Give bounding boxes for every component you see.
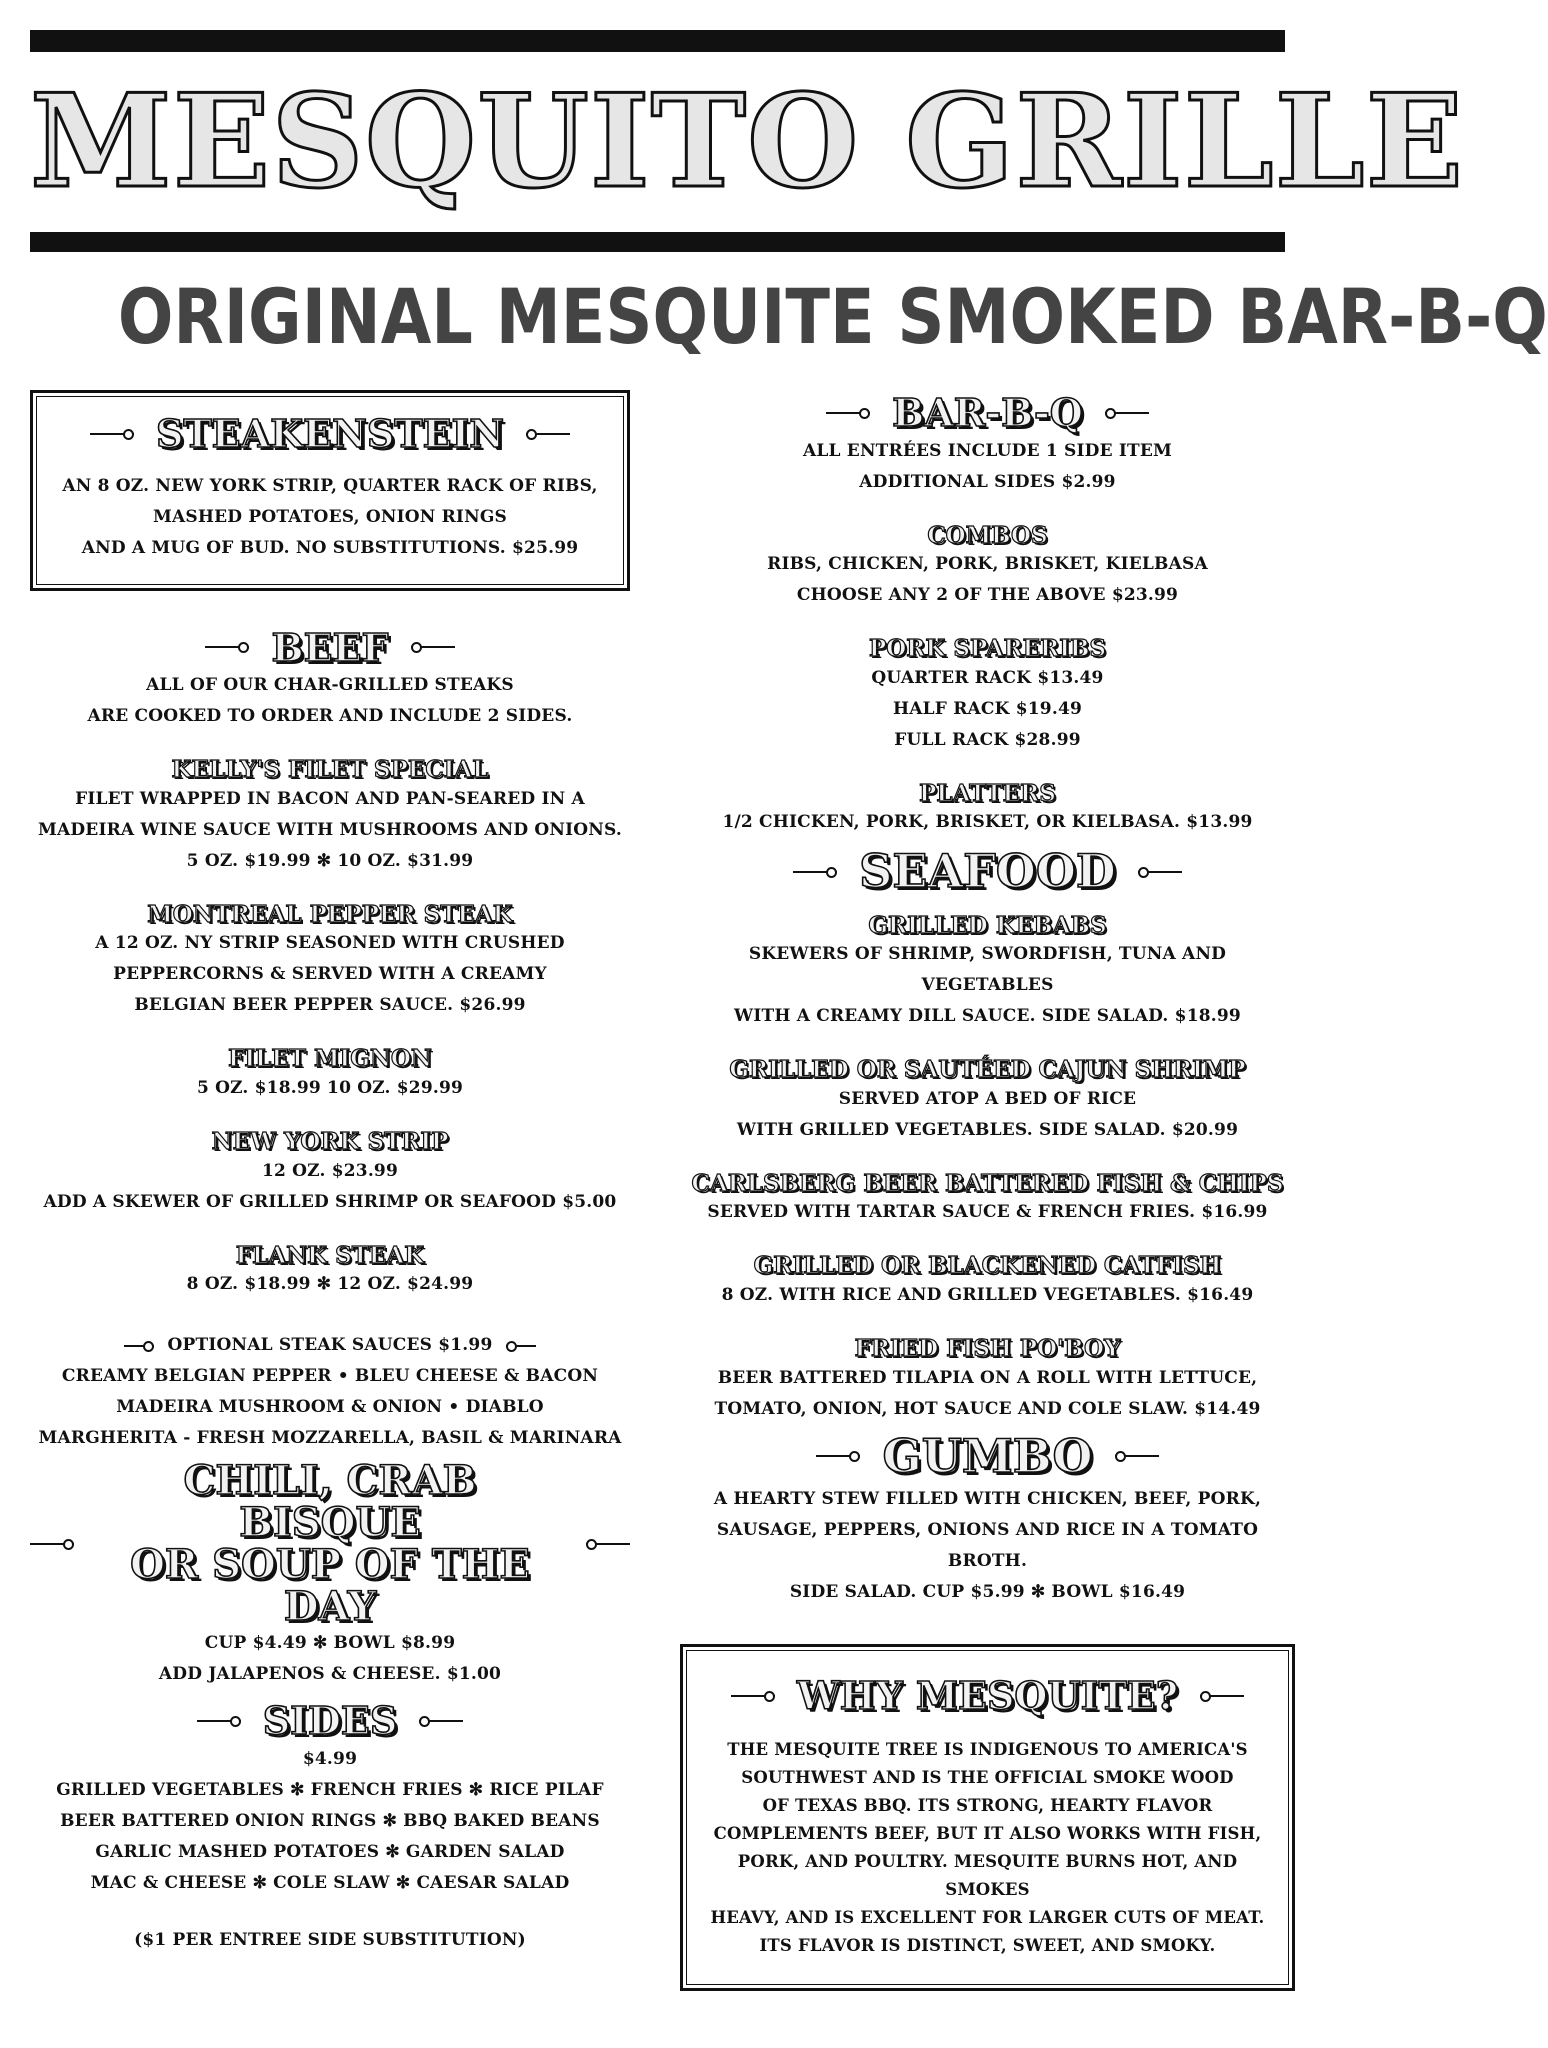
ornament-left-icon <box>826 406 870 420</box>
menu-item-price: 8 OZ. $18.99 ✻ 12 OZ. $24.99 <box>186 1274 474 1295</box>
menu-item-price: WITH GRILLED VEGETABLES. SIDE SALAD. $20.99 <box>736 1119 1239 1140</box>
sides-line: GARLIC MASHED POTATOES ✻ GARDEN SALAD <box>95 1841 565 1862</box>
menu-item-line: SKEWERS OF SHRIMP, SWORDFISH, TUNA AND VEGETABLES <box>748 944 1227 996</box>
seafood-heading <box>680 844 1295 899</box>
ornament-right-icon <box>1115 1449 1159 1463</box>
ornament-right-icon <box>411 640 455 654</box>
sides-title: SIDES <box>262 1698 398 1744</box>
steakenstein-title: STEAKENSTEIN <box>155 411 505 456</box>
sides-heading <box>30 1698 630 1744</box>
menu-item-price: TOMATO, ONION, HOT SAUCE AND COLE SLAW. $14.49 <box>714 1398 1261 1419</box>
sides-price: $4.99 <box>302 1748 358 1769</box>
why-mesquite-box <box>680 1644 1295 1992</box>
gumbo-line: A HEARTY STEW FILLED WITH CHICKEN, BEEF, PORK, <box>713 1488 1262 1509</box>
right-column <box>680 390 1295 1991</box>
pork-spareribs-title: PORK SPARERIBS <box>868 635 1107 663</box>
ornament-left-icon <box>205 640 249 654</box>
beef-intro-line: ALL OF OUR CHAR-GRILLED STEAKS <box>146 675 514 696</box>
menu-item-price: CHOOSE ANY 2 OF THE ABOVE $23.99 <box>796 585 1179 606</box>
title-divider-bar <box>30 232 1285 252</box>
why-mesquite-line: OF TEXAS BBQ. ITS STRONG, HEARTY FLAVOR <box>762 1796 1213 1816</box>
top-divider-bar <box>30 30 1285 52</box>
menu-item-price: 1/2 CHICKEN, PORK, BRISKET, OR KIELBASA. $13.99 <box>722 812 1253 833</box>
catfish-title: GRILLED OR BLACKENED CATFISH <box>753 1252 1222 1280</box>
sauce-line: MARGHERITA - FRESH MOZZARELLA, BASIL & MARINARA <box>38 1428 622 1449</box>
menu-item-line: ADD A SKEWER OF GRILLED SHRIMP OR SEAFOOD $5.00 <box>43 1191 617 1212</box>
why-mesquite-heading <box>703 1673 1272 1719</box>
sauce-line: MADEIRA MUSHROOM & ONION • DIABLO <box>116 1397 544 1418</box>
sides-line: GRILLED VEGETABLES ✻ FRENCH FRIES ✻ RICE PILAF <box>56 1779 604 1800</box>
sides-line: MAC & CHEESE ✻ COLE SLAW ✻ CAESAR SALAD <box>90 1872 570 1893</box>
ornament-left-icon <box>90 427 134 441</box>
platters-title: PLATTERS <box>919 779 1056 807</box>
menu-item-line: BEER BATTERED TILAPIA ON A ROLL WITH LETTUCE, <box>717 1367 1258 1388</box>
ornament-left-icon <box>124 1339 154 1353</box>
ornament-right-icon <box>419 1714 463 1728</box>
why-mesquite-line: HEAVY, AND IS EXCELLENT FOR LARGER CUTS OF MEAT. <box>710 1908 1265 1928</box>
ornament-left-icon <box>197 1714 241 1728</box>
menu-item-line: PEPPERCORNS & SERVED WITH A CREAMY <box>113 964 547 985</box>
filet-mignon-title: FILET MIGNON <box>228 1045 432 1073</box>
steakenstein-line: AN 8 OZ. NEW YORK STRIP, QUARTER RACK OF RIBS, <box>62 475 598 496</box>
why-mesquite-line: COMPLEMENTS BEEF, BUT IT ALSO WORKS WITH FISH, <box>713 1824 1262 1844</box>
ornament-right-icon <box>526 427 570 441</box>
menu-item-price: BELGIAN BEER PEPPER SAUCE. $26.99 <box>134 995 526 1016</box>
menu-item-price: FULL RACK $28.99 <box>894 729 1081 750</box>
soup-line: ADD JALAPENOS & CHEESE. $1.00 <box>158 1664 502 1685</box>
why-mesquite-line: PORK, AND POULTRY. MESQUITE BURNS HOT, AND SMOKES <box>737 1852 1238 1900</box>
steakenstein-line: MASHED POTATOES, ONION RINGS <box>152 506 508 527</box>
menu-item-price: QUARTER RACK $13.49 <box>871 667 1104 688</box>
why-mesquite-line: ITS FLAVOR IS DISTINCT, SWEET, AND SMOKY. <box>759 1936 1216 1956</box>
menu-item-price: SERVED WITH TARTAR SAUCE & FRENCH FRIES. $16.99 <box>707 1202 1268 1223</box>
restaurant-title: MESQUITO GRILLE <box>30 67 1465 217</box>
gumbo-title: GUMBO <box>882 1428 1093 1483</box>
sides-line: BEER BATTERED ONION RINGS ✻ BBQ BAKED BEANS <box>60 1810 600 1831</box>
beef-heading <box>30 625 630 671</box>
beef-intro-line: ARE COOKED TO ORDER AND INCLUDE 2 SIDES. <box>87 706 573 727</box>
menu-item-line: MADEIRA WINE SAUCE WITH MUSHROOMS AND ONIONS. <box>37 819 623 840</box>
menu-item-price: 5 OZ. $19.99 ✻ 10 OZ. $31.99 <box>186 850 474 871</box>
steak-sauces-heading <box>30 1330 630 1361</box>
flank-steak-title: FLANK STEAK <box>235 1241 425 1269</box>
ornament-right-icon <box>506 1339 536 1353</box>
soup-title-line: CHILI, CRAB BISQUE <box>183 1457 477 1547</box>
side-substitution-note: ($1 PER ENTREE SIDE SUBSTITUTION) <box>134 1929 526 1950</box>
soup-title-line: OR SOUP OF THE DAY <box>130 1541 530 1631</box>
why-mesquite-line: SOUTHWEST AND IS THE OFFICIAL SMOKE WOOD <box>741 1768 1234 1788</box>
barbq-title: BAR-B-Q <box>892 390 1083 435</box>
menu-item-line: RIBS, CHICKEN, PORK, BRISKET, KIELBASA <box>767 554 1208 575</box>
menu-item-price: 5 OZ. $18.99 10 OZ. $29.99 <box>196 1077 464 1098</box>
steakenstein-line: AND A MUG OF BUD. NO SUBSTITUTIONS. $25.99 <box>81 537 579 558</box>
menu-item-price: HALF RACK $19.49 <box>893 698 1082 719</box>
steak-sauces-title: OPTIONAL STEAK SAUCES $1.99 <box>167 1335 493 1356</box>
ornament-right-icon <box>1138 865 1182 879</box>
why-mesquite-line: THE MESQUITE TREE IS INDIGENOUS TO AMERICA'S <box>727 1740 1248 1760</box>
beef-title: BEEF <box>271 624 389 670</box>
ornament-right-icon <box>586 1537 630 1551</box>
gumbo-line: SAUSAGE, PEPPERS, ONIONS AND RICE IN A TOMATO BROTH. <box>716 1519 1259 1571</box>
gumbo-heading <box>680 1429 1295 1484</box>
why-mesquite-title: WHY MESQUITE? <box>797 1672 1178 1718</box>
po-boy-title: FRIED FISH PO'BOY <box>854 1334 1121 1362</box>
ornament-left-icon <box>731 1689 775 1703</box>
kellys-filet-title: KELLY'S FILET SPECIAL <box>171 756 489 784</box>
soup-heading <box>30 1457 630 1631</box>
montreal-pepper-steak-title: MONTREAL PEPPER STEAK <box>147 900 513 928</box>
menu-item-price: 8 OZ. WITH RICE AND GRILLED VEGETABLES. $16.49 <box>721 1284 1254 1305</box>
steakenstein-heading <box>47 411 613 457</box>
steakenstein-box <box>30 390 630 591</box>
combos-title: COMBOS <box>927 521 1048 549</box>
new-york-strip-title: NEW YORK STRIP <box>211 1127 449 1155</box>
ornament-left-icon <box>793 865 837 879</box>
seafood-title: SEAFOOD <box>859 844 1116 899</box>
menu-item-line: A 12 OZ. NY STRIP SEASONED WITH CRUSHED <box>95 933 565 954</box>
gumbo-price: SIDE SALAD. CUP $5.99 ✻ BOWL $16.49 <box>789 1581 1186 1602</box>
ornament-right-icon <box>1200 1689 1244 1703</box>
left-column <box>30 390 630 1956</box>
menu-item-price: 12 OZ. $23.99 <box>262 1160 398 1181</box>
menu-subtitle: ORIGINAL MESQUITE SMOKED BAR-B-Q <box>117 272 1548 361</box>
barbq-intro-line: ALL ENTRÉES INCLUDE 1 SIDE ITEM <box>802 440 1173 461</box>
menu-item-line: FILET WRAPPED IN BACON AND PAN-SEARED IN A <box>75 788 585 809</box>
cajun-shrimp-title: GRILLED OR SAUTÉED CAJUN SHRIMP <box>729 1056 1246 1084</box>
menu-item-line: SERVED ATOP A BED OF RICE <box>838 1088 1137 1109</box>
sauce-line: CREAMY BELGIAN PEPPER • BLEU CHEESE & BACON <box>61 1366 599 1387</box>
grilled-kebabs-title: GRILLED KEBABS <box>868 911 1107 939</box>
ornament-left-icon <box>816 1449 860 1463</box>
ornament-left-icon <box>30 1537 74 1551</box>
barbq-intro-line: ADDITIONAL SIDES $2.99 <box>859 471 1116 492</box>
fish-and-chips-title: CARLSBERG BEER BATTERED FISH & CHIPS <box>691 1169 1284 1197</box>
menu-item-price: WITH A CREAMY DILL SAUCE. SIDE SALAD. $18.99 <box>734 1006 1241 1027</box>
barbq-heading <box>680 390 1295 436</box>
ornament-right-icon <box>1105 406 1149 420</box>
soup-price: CUP $4.49 ✻ BOWL $8.99 <box>204 1633 456 1654</box>
